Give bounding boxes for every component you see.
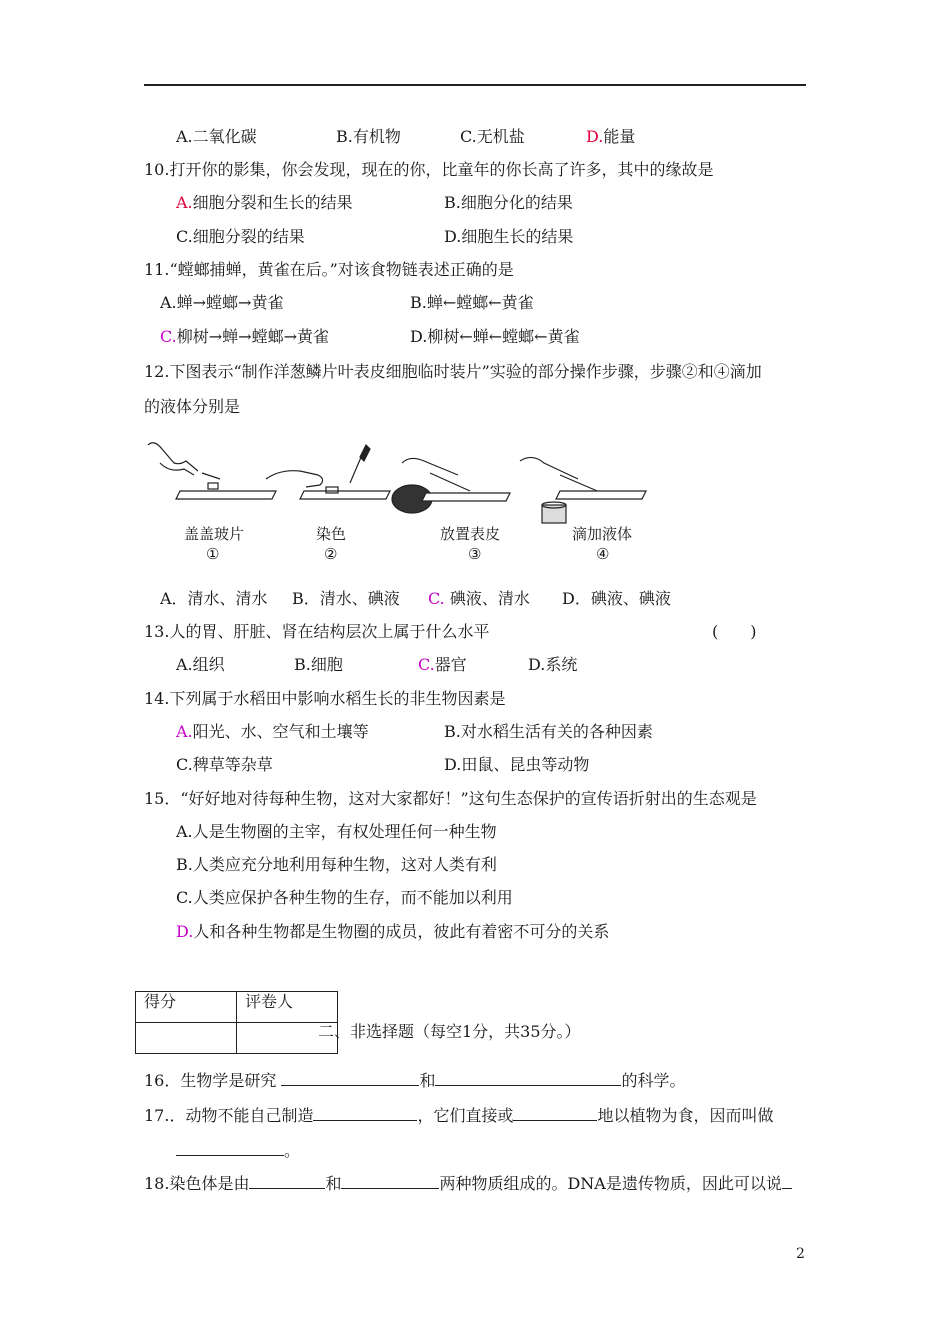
step2-label: 染色 (316, 525, 347, 543)
q16: 16．生物学是研究 和 的科学。 (144, 1071, 686, 1090)
q14-option-c: C.稗草等杂草 (176, 755, 273, 774)
q10-option-d: D.细胞生长的结果 (444, 227, 574, 246)
step4-number: ④ (596, 545, 610, 563)
q11-answer-letter: C. (160, 327, 177, 346)
q10-answer-letter: A. (176, 193, 193, 212)
q9-option-d: D.能量 (586, 127, 636, 146)
procedure-illustration (140, 435, 660, 525)
q15-option-a: A.人是生物圈的主宰，有权处理任何一种生物 (176, 822, 497, 841)
q11-option-c: C.柳树→蝉→螳螂→黄雀 (160, 327, 329, 346)
q12-option-c: C. 碘液、清水 (428, 589, 530, 608)
q11-stem: 11.“螳螂捕蝉，黄雀在后。”对该食物链表述正确的是 (144, 260, 514, 279)
q17-blank-3[interactable] (176, 1139, 284, 1156)
q14-option-a: A.阳光、水、空气和土壤等 (176, 722, 369, 741)
q16-blank-2[interactable] (435, 1069, 621, 1086)
q12-stem-line2: 的液体分别是 (144, 397, 241, 416)
q12-option-b: B．清水、碘液 (292, 589, 400, 608)
step3-illustration (392, 458, 510, 513)
score-cell[interactable] (136, 1023, 237, 1054)
q16-blank-1[interactable] (281, 1069, 419, 1086)
header-rule (144, 84, 806, 86)
step1-label: 盖盖玻片 (184, 525, 245, 543)
q11-option-a: A.蝉→螳螂→黄雀 (160, 293, 284, 312)
score-table (135, 991, 338, 1054)
q14-option-d: D.田鼠、昆虫等动物 (444, 755, 590, 774)
q15-stem: 15．“好好地对待每种生物，这对大家都好！”这句生态保护的宣传语折射出的生态观是 (144, 789, 757, 808)
step2-illustration (266, 445, 390, 499)
q12-answer-letter: C. (428, 589, 445, 608)
step2-number: ② (324, 545, 338, 563)
q9-option-b: B.有机物 (336, 127, 401, 146)
q9-answer-letter: D. (586, 127, 604, 146)
q17-blank-2[interactable] (513, 1104, 597, 1121)
q10-stem: 10.打开你的影集，你会发现，现在的你，比童年的你长高了许多，其中的缘故是 (144, 160, 714, 179)
q17-blank-1[interactable] (313, 1104, 417, 1121)
q15-option-c: C.人类应保护各种生物的生存，而不能加以利用 (176, 888, 513, 907)
q13-answer-paren: ( ) (712, 622, 757, 641)
q18: 18.染色体是由 和 两种物质组成的。DNA是遗传物质，因此可以说 (144, 1172, 792, 1195)
q13-answer-letter: C. (418, 655, 435, 674)
q14-stem: 14.下列属于水稻田中影响水稻生长的非生物因素是 (144, 689, 506, 708)
step4-label: 滴加液体 (572, 525, 633, 543)
q12-option-a: A．清水、清水 (160, 589, 268, 608)
q12-stem-line1: 12.下图表示“制作洋葱鳞片叶表皮细胞临时装片”实验的部分操作步骤，步骤②和④滴加 (144, 362, 762, 381)
q12-procedure-figure (140, 435, 660, 570)
q13-option-b: B.细胞 (294, 655, 343, 674)
q18-blank-1[interactable] (249, 1172, 325, 1189)
step4-illustration (520, 457, 646, 523)
q13-stem: 13.人的胃、肝脏、肾在结构层次上属于什么水平 (144, 622, 490, 641)
q10-option-a: A.细胞分裂和生长的结果 (176, 193, 353, 212)
q14-option-b: B.对水稻生活有关的各种因素 (444, 722, 653, 741)
q10-option-b: B.细胞分化的结果 (444, 193, 573, 212)
q15-answer-letter: D. (176, 922, 194, 941)
q18-blank-2[interactable] (341, 1172, 439, 1189)
score-header: 得分 (136, 992, 237, 1023)
section-2-heading: 二、非选择题（每空1分，共35分。） (318, 1022, 581, 1041)
q18-blank-3[interactable] (782, 1172, 792, 1189)
q14-answer-letter: A. (176, 722, 193, 741)
q13-option-d: D.系统 (528, 655, 578, 674)
page-number: 2 (796, 1246, 805, 1262)
step1-number: ① (206, 545, 220, 563)
q13-option-a: A.组织 (176, 655, 225, 674)
q15-option-d: D.人和各种生物都是生物圈的成员，彼此有着密不可分的关系 (176, 922, 610, 941)
q9-option-a: A.二氧化碳 (176, 127, 257, 146)
step3-number: ③ (468, 545, 482, 563)
q11-option-d: D.柳树←蝉←螳螂←黄雀 (410, 327, 580, 346)
q13-option-c: C.器官 (418, 655, 467, 674)
q17: 17.．动物不能自己制造 ，它们直接或 地以植物为食，因而叫做 (144, 1106, 774, 1125)
q15-option-b: B.人类应充分地利用每种生物，这对人类有利 (176, 855, 497, 874)
q17-line2: 。 (176, 1139, 300, 1162)
q11-option-b: B.蝉←螳螂←黄雀 (410, 293, 534, 312)
grader-header: 评卷人 (237, 992, 338, 1023)
q9-option-c: C.无机盐 (460, 127, 525, 146)
step1-illustration (148, 443, 276, 499)
step3-label: 放置表皮 (440, 525, 501, 543)
q12-option-d: D．碘液、碘液 (562, 589, 671, 608)
q10-option-c: C.细胞分裂的结果 (176, 227, 305, 246)
